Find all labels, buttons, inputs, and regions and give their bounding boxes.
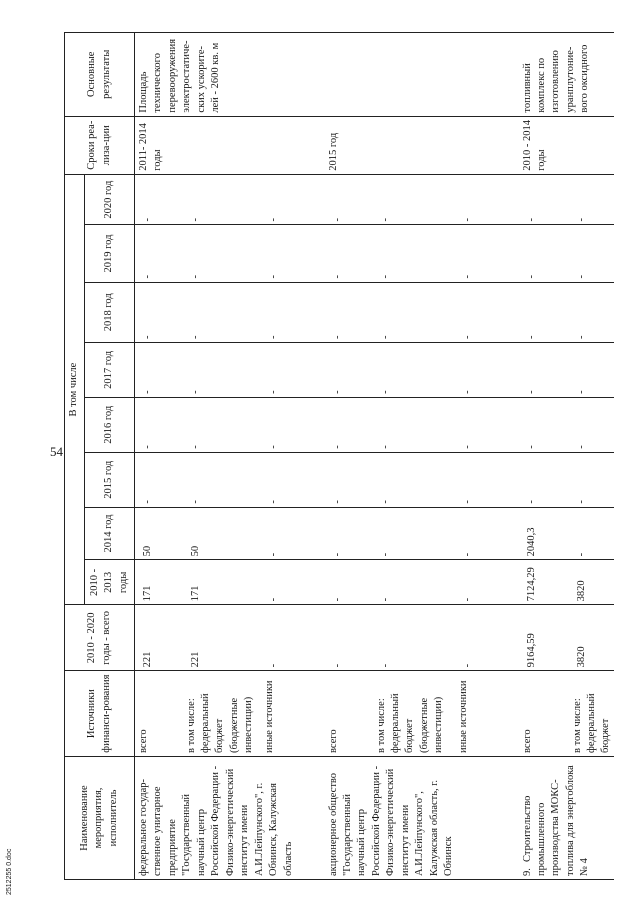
row-2017: - bbox=[183, 342, 261, 397]
footer-note: 2512255 0.doc bbox=[6, 848, 13, 895]
row-total: - bbox=[261, 605, 325, 671]
row-total: - bbox=[455, 605, 519, 671]
row-name bbox=[519, 756, 614, 879]
row-2010-2013: - bbox=[325, 560, 373, 605]
header-source: Источники финанси-рования bbox=[65, 671, 135, 757]
row-2017: - bbox=[455, 342, 519, 397]
row-2019: - bbox=[261, 225, 325, 282]
header-2016: 2016 год bbox=[85, 397, 135, 452]
row-2016: - bbox=[135, 397, 183, 452]
row-2017: - bbox=[519, 342, 569, 397]
row-2014: - bbox=[325, 507, 373, 560]
row-2016: - bbox=[519, 397, 569, 452]
row-2018: - bbox=[261, 282, 325, 342]
row-2015: - bbox=[373, 452, 455, 507]
row-2017: - bbox=[325, 342, 373, 397]
row-2018: - bbox=[373, 282, 455, 342]
row-2010-2013: - bbox=[373, 560, 455, 605]
header-name: Наименование мероприятия, исполнитель bbox=[65, 756, 135, 879]
row-name-text: Строительство промышленного производства МОКС-топлива для энергоблока № 4 bbox=[521, 765, 591, 876]
header-2015: 2015 год bbox=[85, 452, 135, 507]
row-2014: - bbox=[455, 507, 519, 560]
row-name: акционерное общество "Государственный научный центр Российской Федерации - Физико-энергетический институт имени А.И.Лейпунского", Калужская область, г. Обнинск bbox=[325, 756, 519, 879]
row-2010-2013: - bbox=[455, 560, 519, 605]
row-source: в том числе: федеральный бюджет (бюджетные инвестиции) bbox=[183, 671, 261, 757]
header-2019: 2019 год bbox=[85, 225, 135, 282]
row-2014: 2040,3 bbox=[519, 507, 569, 560]
header-2017: 2017 год bbox=[85, 342, 135, 397]
row-2015: - bbox=[519, 452, 569, 507]
row-2020: - bbox=[183, 174, 261, 225]
row-terms: 2010 - 2014 годы bbox=[519, 116, 614, 174]
row-results: Площадь технического перевооружения электростатиче-ских ускорите-лей - 2600 кв. м bbox=[135, 33, 325, 117]
row-2015: - bbox=[569, 452, 614, 507]
row-2010-2013: 3820 bbox=[569, 560, 614, 605]
row-2015: - bbox=[261, 452, 325, 507]
row-2018: - bbox=[519, 282, 569, 342]
row-results bbox=[325, 33, 519, 117]
row-2015: - bbox=[325, 452, 373, 507]
page-number: 54 bbox=[50, 444, 63, 459]
row-2020: - bbox=[569, 174, 614, 225]
row-source: в том числе: федеральный бюджет (бюджетные инвестиции) bbox=[373, 671, 455, 757]
table-row bbox=[135, 33, 183, 880]
header-results: Основные результаты bbox=[65, 33, 135, 117]
header-total: 2010 - 2020 годы - всего bbox=[65, 605, 135, 671]
row-2020: - bbox=[455, 174, 519, 225]
row-2018: - bbox=[455, 282, 519, 342]
row-results: топливный комплекс по изготовлению уранплутоние-вого оксидного bbox=[519, 33, 614, 117]
row-2010-2013: 171 bbox=[183, 560, 261, 605]
row-2016: - bbox=[261, 397, 325, 452]
row-2020: - bbox=[325, 174, 373, 225]
row-2015: - bbox=[183, 452, 261, 507]
header-including: В том числе bbox=[65, 174, 85, 605]
header-2020: 2020 год bbox=[85, 174, 135, 225]
row-2016: - bbox=[455, 397, 519, 452]
row-2010-2013: - bbox=[261, 560, 325, 605]
row-2018: - bbox=[325, 282, 373, 342]
row-total: - bbox=[373, 605, 455, 671]
row-2020: - bbox=[373, 174, 455, 225]
row-2017: - bbox=[569, 342, 614, 397]
row-source: иные источники bbox=[455, 671, 519, 757]
row-2014: 50 bbox=[183, 507, 261, 560]
row-total: 221 bbox=[183, 605, 261, 671]
row-2019: - bbox=[455, 225, 519, 282]
row-2015: - bbox=[455, 452, 519, 507]
row-2019: - bbox=[135, 225, 183, 282]
row-2016: - bbox=[183, 397, 261, 452]
row-2014: 50 bbox=[135, 507, 183, 560]
row-2018: - bbox=[569, 282, 614, 342]
row-2010-2013: 7124,29 bbox=[519, 560, 569, 605]
header-2010-2013: 2010 - 2013 годы bbox=[85, 560, 135, 605]
row-name: федеральное государ-ственное унитарное предприятие "Государственный научный центр Российской Федерации - Физико-энергетический институт имени А.И.Лейпунского", г. Обнинск, Калужская область bbox=[135, 756, 325, 879]
row-total: 9164,59 bbox=[519, 605, 569, 671]
row-2019: - bbox=[373, 225, 455, 282]
row-2019: - bbox=[519, 225, 569, 282]
row-2010-2013: 171 bbox=[135, 560, 183, 605]
row-2017: - bbox=[373, 342, 455, 397]
row-2016: - bbox=[373, 397, 455, 452]
header-2018: 2018 год bbox=[85, 282, 135, 342]
row-2015: - bbox=[135, 452, 183, 507]
row-2016: - bbox=[569, 397, 614, 452]
rotated-table-container bbox=[64, 32, 612, 880]
row-total: 221 bbox=[135, 605, 183, 671]
row-2019: - bbox=[569, 225, 614, 282]
row-number: 9. bbox=[521, 868, 533, 876]
row-2019: - bbox=[183, 225, 261, 282]
row-source: в том числе: федеральный бюджет bbox=[569, 671, 614, 757]
row-2014: - bbox=[261, 507, 325, 560]
row-source: всего bbox=[135, 671, 183, 757]
row-terms: 2011- 2014 годы bbox=[135, 116, 325, 174]
row-2018: - bbox=[135, 282, 183, 342]
row-terms: 2015 год bbox=[325, 116, 519, 174]
row-2020: - bbox=[519, 174, 569, 225]
row-2020: - bbox=[261, 174, 325, 225]
row-2014: - bbox=[373, 507, 455, 560]
row-2019: - bbox=[325, 225, 373, 282]
row-total: - bbox=[325, 605, 373, 671]
row-2018: - bbox=[183, 282, 261, 342]
row-2016: - bbox=[325, 397, 373, 452]
row-source: всего bbox=[519, 671, 569, 757]
row-total: 3820 bbox=[569, 605, 614, 671]
row-2020: - bbox=[135, 174, 183, 225]
row-2017: - bbox=[261, 342, 325, 397]
table-row bbox=[519, 33, 569, 880]
header-terms: Сроки реа-лиза-ции bbox=[65, 116, 135, 174]
header-2014: 2014 год bbox=[85, 507, 135, 560]
row-source: иные источники bbox=[261, 671, 325, 757]
table-row bbox=[325, 33, 373, 880]
row-source: всего bbox=[325, 671, 373, 757]
row-2014: - bbox=[569, 507, 614, 560]
program-table bbox=[64, 32, 614, 880]
row-2017: - bbox=[135, 342, 183, 397]
